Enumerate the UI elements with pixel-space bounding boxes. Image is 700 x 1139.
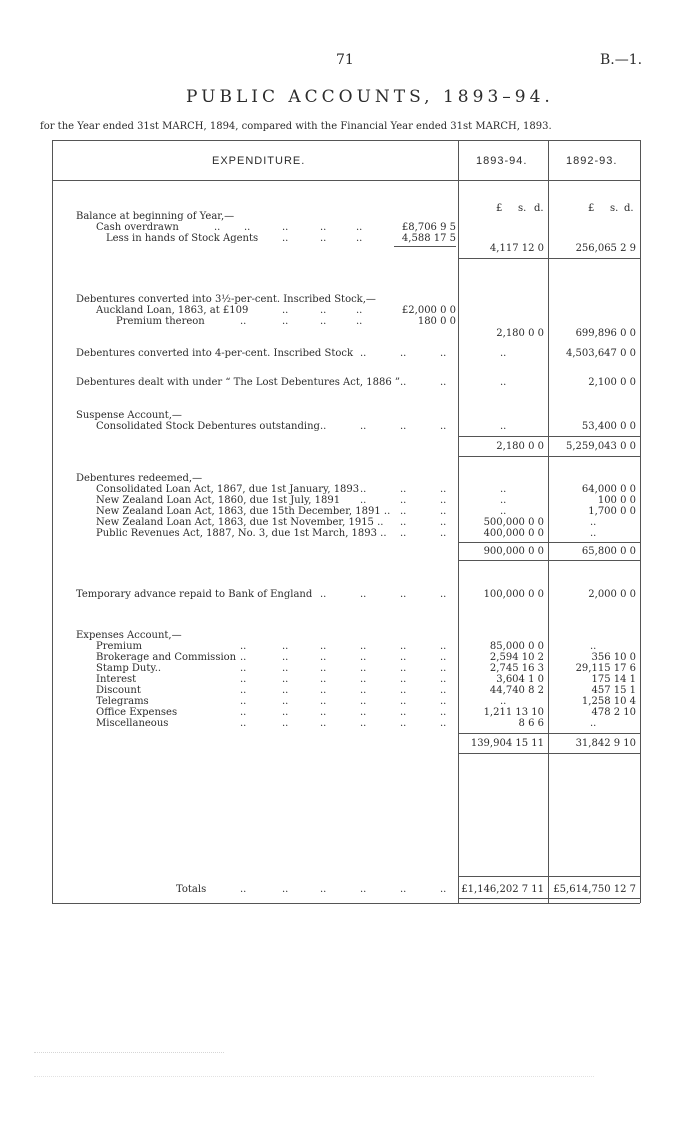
shilling-unit-y1: s. — [518, 203, 527, 214]
page-number: 71 — [336, 52, 354, 68]
suspense-1892-93: 53,400 0 0 — [581, 421, 636, 432]
subtotal-3-1892-93: 31,842 9 10 — [575, 738, 636, 749]
stock-agents-amount: 4,588 17 5 — [401, 233, 456, 244]
debentures-4pc-1893-94: .. — [500, 348, 507, 359]
shilling-unit-y2: s. — [610, 203, 619, 214]
pound-unit-y1: £ — [496, 203, 503, 214]
redeemed-row-1-1893-94: .. — [500, 484, 507, 495]
bleed-through-mark — [34, 1052, 224, 1053]
subtotal-2-1892-93: 65,800 0 0 — [581, 546, 636, 557]
expenses-row-3-1893-94: 2,745 16 3 — [489, 663, 544, 674]
redeemed-row-3-1893-94: .. — [500, 506, 507, 517]
redeemed-row-2-1893-94: .. — [500, 495, 507, 506]
redeemed-row-4: New Zealand Loan Act, 1863, due 1st November, 1915 .. — [96, 517, 384, 528]
redeemed-row-1-1892-93: 64,000 0 0 — [581, 484, 636, 495]
expenses-row-1-1892-93: .. — [590, 641, 597, 652]
left-border — [52, 140, 53, 903]
expenses-row-2: Brokerage and Commission — [96, 652, 237, 663]
expenses-row-1-1893-94: 85,000 0 0 — [489, 641, 544, 652]
suspense-1893-94: .. — [500, 421, 507, 432]
redeemed-row-5-1892-93: .. — [590, 528, 597, 539]
header-bottom-rule — [52, 180, 640, 181]
expenses-row-5-1893-94: 44,740 8 2 — [489, 685, 544, 696]
redeemed-row-3-1892-93: 1,700 0 0 — [588, 506, 636, 517]
expenses-row-6: Telegrams — [96, 696, 149, 707]
pound-unit-y2: £ — [588, 203, 595, 214]
redeemed-row-4-1893-94: 500,000 0 0 — [483, 517, 544, 528]
expenses-label: Expenses Account,— — [76, 630, 182, 641]
subtotal-2-1893-94: 900,000 0 0 — [483, 546, 544, 557]
expenses-row-2-1893-94: 2,594 10 2 — [489, 652, 544, 663]
expenses-row-5: Discount — [96, 685, 141, 696]
pence-unit-y1: d. — [534, 203, 544, 214]
redeemed-label: Debentures redeemed,— — [76, 473, 203, 484]
expenses-row-1: Premium — [96, 641, 143, 652]
right-border — [640, 140, 641, 903]
redeemed-row-3: New Zealand Loan Act, 1863, due 15th December, 1891 .. — [96, 506, 391, 517]
expenses-row-5-1892-93: 457 15 1 — [591, 685, 636, 696]
balance-1893-94: 4,117 12 0 — [489, 243, 544, 254]
expenses-row-7-1893-94: 1,211 13 10 — [483, 707, 544, 718]
temporary-advance-1893-94: 100,000 0 0 — [483, 589, 544, 600]
temporary-advance-1892-93: 2,000 0 0 — [588, 589, 636, 600]
auckland-loan-label: Auckland Loan, 1863, at £109 — [96, 305, 249, 316]
bleed-through-mark — [34, 1076, 594, 1077]
debentures-conv-label: Debentures converted into 3½-per-cent. Inscribed Stock,— — [76, 294, 376, 305]
redeemed-row-2: New Zealand Loan Act, 1860, due 1st July, 1891 — [96, 495, 341, 506]
balance-1892-93: 256,065 2 9 — [575, 243, 636, 254]
expenses-row-4: Interest — [96, 674, 137, 685]
expenses-row-4-1892-93: 175 14 1 — [591, 674, 636, 685]
expenses-row-2-1892-93: 356 10 0 — [591, 652, 636, 663]
consolidated-stock-label: Consolidated Stock Debentures outstanding — [96, 421, 320, 432]
debentures-4pc-label: Debentures converted into 4-per-cent. Inscribed Stock — [76, 348, 354, 359]
expenses-row-3-1892-93: 29,115 17 6 — [575, 663, 636, 674]
year-1893-94-header: 1893-94. — [476, 155, 528, 167]
expenses-row-6-1892-93: 1,258 10 4 — [581, 696, 636, 707]
subtotal-1-1892-93: 5,259,043 0 0 — [566, 441, 636, 452]
lost-debentures-label: Debentures dealt with under “ The Lost Debentures Act, 1886 ” — [76, 377, 400, 388]
lost-debentures-1893-94: .. — [500, 377, 507, 388]
premium-thereon-label: Premium thereon — [116, 316, 205, 327]
page-subtitle: for the Year ended 31st MARCH, 1894, compared with the Financial Year ended 31st MARCH, 1893. — [40, 121, 552, 132]
table-top-rule — [52, 140, 640, 141]
col-divider-2 — [548, 140, 549, 903]
pence-unit-y2: d. — [624, 203, 634, 214]
subtotal-1-1893-94: 2,180 0 0 — [496, 441, 544, 452]
expenses-row-8: Miscellaneous — [96, 718, 169, 729]
page-title: PUBLIC ACCOUNTS, 1893–94. — [186, 87, 554, 107]
suspense-label: Suspense Account,— — [76, 410, 182, 421]
expenses-row-8-1892-93: .. — [590, 718, 597, 729]
debentures-conv-1892-93: 699,896 0 0 — [575, 328, 636, 339]
redeemed-row-4-1892-93: .. — [590, 517, 597, 528]
stock-agents-label: Less in hands of Stock Agents — [106, 233, 259, 244]
expenses-row-8-1893-94: 8 6 6 — [518, 718, 544, 729]
year-1892-93-header: 1892-93. — [566, 155, 618, 167]
subtotal-3-1893-94: 139,904 15 11 — [470, 738, 544, 749]
temporary-advance-label: Temporary advance repaid to Bank of England — [76, 589, 313, 600]
expenses-row-4-1893-94: 3,604 1 0 — [496, 674, 544, 685]
lost-debentures-1892-93: 2,100 0 0 — [588, 377, 636, 388]
expenses-row-7-1892-93: 478 2 10 — [591, 707, 636, 718]
cash-overdrawn-amount: £8,706 9 5 — [401, 222, 456, 233]
totals-1892-93: £5,614,750 12 7 — [553, 884, 636, 895]
cash-overdrawn-label: Cash overdrawn — [96, 222, 179, 233]
expenses-row-7: Office Expenses — [96, 707, 178, 718]
redeemed-row-2-1892-93: 100 0 0 — [597, 495, 636, 506]
totals-1893-94: £1,146,202 7 11 — [461, 884, 544, 895]
redeemed-row-5-1893-94: 400,000 0 0 — [483, 528, 544, 539]
expenses-row-6-1893-94: .. — [500, 696, 507, 707]
table-bottom-rule — [52, 903, 640, 904]
redeemed-row-1: Consolidated Loan Act, 1867, due 1st January, 1893 — [96, 484, 360, 495]
expenses-row-3: Stamp Duty.. — [96, 663, 162, 674]
page-reference: B.—1. — [600, 52, 643, 68]
redeemed-row-5: Public Revenues Act, 1887, No. 3, due 1st March, 1893 .. — [96, 528, 387, 539]
debentures-4pc-1892-93: 4,503,647 0 0 — [566, 348, 636, 359]
debentures-conv-1893-94: 2,180 0 0 — [496, 328, 544, 339]
totals-label: Totals — [176, 884, 207, 895]
balance-label: Balance at beginning of Year,— — [76, 211, 235, 222]
premium-thereon-amount: 180 0 0 — [417, 316, 456, 327]
expenditure-header: EXPENDITURE. — [212, 155, 306, 167]
auckland-loan-amount: £2,000 0 0 — [401, 305, 456, 316]
